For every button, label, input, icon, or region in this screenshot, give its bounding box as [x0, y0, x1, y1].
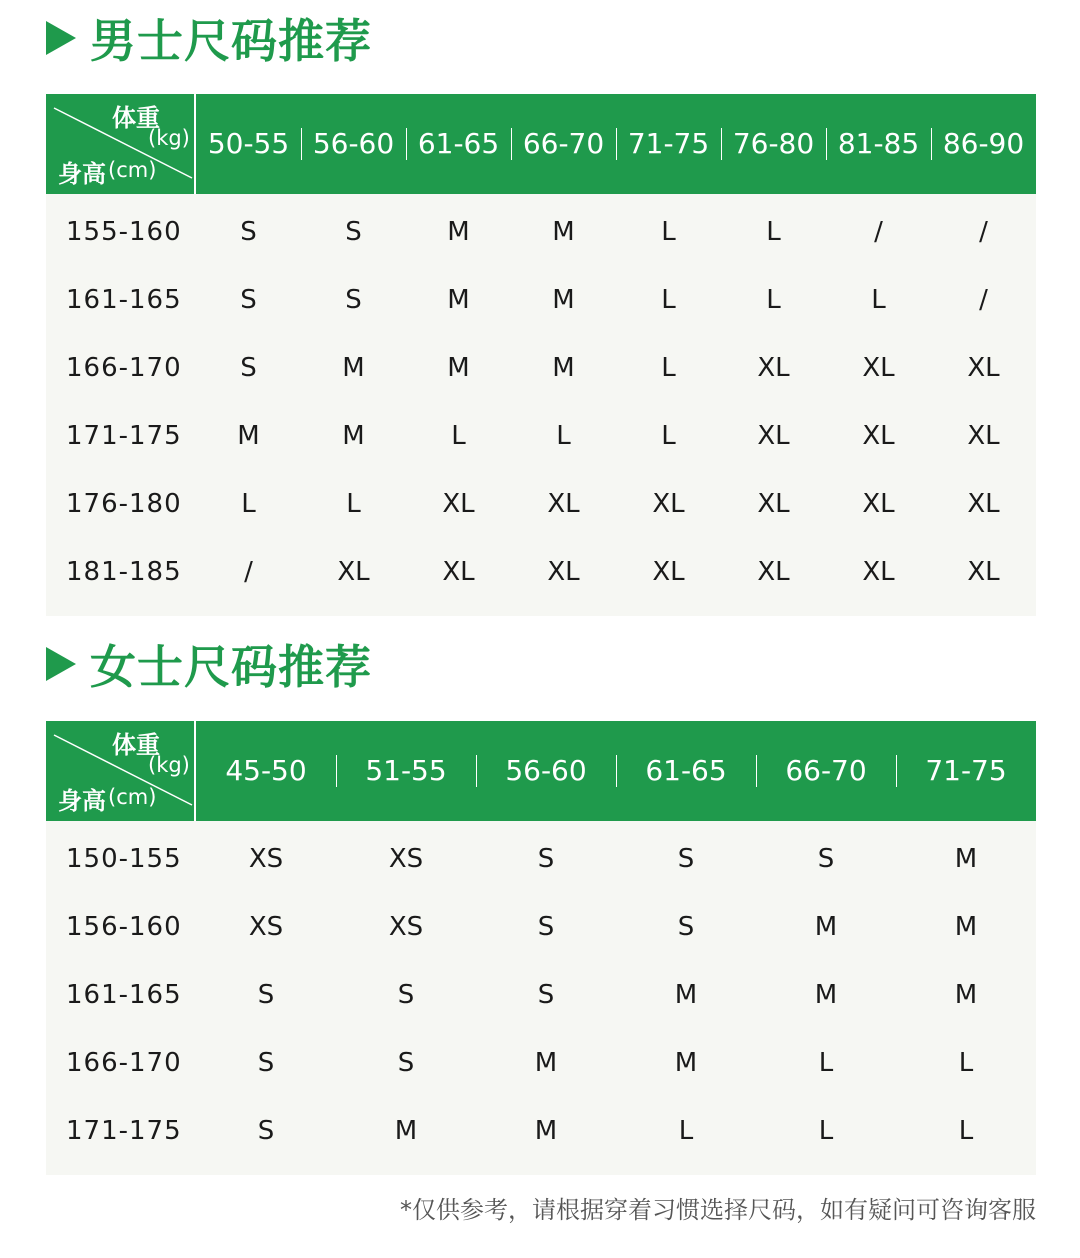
row-cells — [196, 285, 1036, 315]
size-cell: XL — [652, 489, 685, 519]
size-cell: L — [661, 285, 676, 315]
size-cell: XL — [442, 557, 475, 587]
height-row-label: 176-180 — [66, 489, 182, 519]
row-cells — [196, 1048, 1036, 1078]
weight-column-header: 76-80 — [721, 127, 826, 161]
size-cell: S — [240, 217, 257, 247]
size-cell: S — [240, 353, 257, 383]
size-cell: M — [534, 1116, 558, 1146]
size-cell: S — [345, 285, 362, 315]
size-cell: S — [345, 217, 362, 247]
size-cell: M — [447, 353, 470, 383]
row-cells — [196, 912, 1036, 942]
weight-column-header: 71-75 — [616, 127, 721, 161]
size-cell: S — [257, 1116, 275, 1146]
size-cell: M — [447, 217, 470, 247]
size-cell: M — [552, 217, 575, 247]
size-cell: M — [447, 285, 470, 315]
table-row — [46, 1097, 1036, 1165]
size-cell: L — [766, 217, 781, 247]
size-cell: / — [979, 285, 988, 315]
table-row — [46, 266, 1036, 334]
corner-cm-label: (cm) — [108, 158, 157, 182]
size-cell: L — [241, 489, 256, 519]
weight-column-header: 50-55 — [207, 127, 290, 160]
size-cell: XL — [862, 421, 895, 451]
row-cells — [196, 844, 1036, 874]
size-cell: XL — [757, 557, 790, 587]
height-row-label: 171-175 — [66, 1116, 182, 1146]
women-size-table — [46, 721, 1036, 1175]
table-row — [46, 961, 1036, 1029]
size-cell: M — [552, 353, 575, 383]
size-cell: L — [958, 1048, 974, 1078]
women-title-text: 女士尺码推荐 — [90, 640, 372, 694]
weight-column-header: 81-85 — [826, 127, 931, 161]
weight-column-header: 61-65 — [406, 127, 511, 161]
row-cells — [196, 980, 1036, 1010]
size-cell: XL — [967, 421, 1000, 451]
men-size-table — [46, 94, 1036, 616]
footnote: *仅供参考，请根据穿着习惯选择尺码，如有疑问可咨询客服 — [400, 1196, 1036, 1224]
weight-column-header: 56-60 — [476, 754, 616, 788]
table-row — [46, 198, 1036, 266]
size-cell: M — [394, 1116, 418, 1146]
women-header-row — [46, 721, 1036, 821]
size-cell: XL — [652, 557, 685, 587]
men-section-title — [46, 8, 372, 68]
men-corner-cell — [46, 94, 196, 194]
row-cells — [196, 353, 1036, 383]
corner-weight-label: 体重 — [112, 104, 160, 132]
women-corner-cell — [46, 721, 196, 821]
size-cell: XL — [967, 353, 1000, 383]
corner-kg-label: (kg) — [148, 126, 190, 150]
size-cell: L — [871, 285, 886, 315]
size-cell: XL — [442, 489, 475, 519]
corner-height-label: 身高 — [58, 160, 106, 188]
play-arrow-icon — [46, 647, 76, 681]
height-row-label: 166-170 — [66, 1048, 182, 1078]
size-cell: XS — [248, 912, 284, 942]
size-cell: S — [677, 912, 695, 942]
size-cell: S — [240, 285, 257, 315]
size-cell: S — [397, 1048, 415, 1078]
row-cells — [196, 1116, 1036, 1146]
weight-column-header: 86-90 — [931, 127, 1036, 161]
size-cell: XL — [967, 557, 1000, 587]
weight-column-header: 66-70 — [511, 127, 616, 161]
size-cell: XL — [757, 353, 790, 383]
corner-weight-label: 体重 — [112, 731, 160, 759]
height-row-label: 166-170 — [66, 353, 182, 383]
size-cell: XL — [757, 489, 790, 519]
height-row-label: 161-165 — [66, 285, 182, 315]
height-row-label: 181-185 — [66, 557, 182, 587]
row-cells — [196, 217, 1036, 247]
size-cell: S — [677, 844, 695, 874]
size-cell: XS — [388, 912, 424, 942]
height-row-label: 155-160 — [66, 217, 182, 247]
size-cell: L — [661, 217, 676, 247]
size-cell: S — [257, 980, 275, 1010]
row-cells — [196, 557, 1036, 587]
women-table-body — [46, 821, 1036, 1165]
size-cell: S — [537, 844, 555, 874]
size-cell: S — [397, 980, 415, 1010]
row-cells — [196, 421, 1036, 451]
size-cell: M — [954, 912, 978, 942]
weight-column-header: 71-75 — [896, 754, 1036, 788]
size-cell: L — [678, 1116, 694, 1146]
size-cell: L — [346, 489, 361, 519]
size-cell: M — [342, 421, 365, 451]
corner-height-label: 身高 — [58, 787, 106, 815]
size-cell: M — [342, 353, 365, 383]
table-row — [46, 334, 1036, 402]
men-weight-columns — [196, 94, 1036, 194]
corner-kg-label: (kg) — [148, 753, 190, 777]
corner-cm-label: (cm) — [108, 785, 157, 809]
table-row — [46, 538, 1036, 606]
women-section-title — [46, 634, 372, 694]
size-cell: L — [958, 1116, 974, 1146]
table-row — [46, 402, 1036, 470]
height-row-label: 156-160 — [66, 912, 182, 942]
size-cell: / — [244, 557, 253, 587]
men-table-body — [46, 194, 1036, 606]
size-cell: M — [552, 285, 575, 315]
size-cell: S — [537, 912, 555, 942]
size-cell: XL — [967, 489, 1000, 519]
table-row — [46, 1029, 1036, 1097]
size-cell: M — [814, 912, 838, 942]
size-cell: M — [534, 1048, 558, 1078]
play-arrow-icon — [46, 21, 76, 55]
women-weight-columns — [196, 721, 1036, 821]
table-row — [46, 825, 1036, 893]
size-cell: XS — [248, 844, 284, 874]
men-title-text: 男士尺码推荐 — [90, 14, 372, 68]
size-cell: XL — [337, 557, 370, 587]
size-cell: XL — [862, 353, 895, 383]
size-cell: S — [257, 1048, 275, 1078]
size-cell: / — [874, 217, 883, 247]
weight-column-header: 45-50 — [225, 754, 307, 787]
size-cell: M — [814, 980, 838, 1010]
table-row — [46, 893, 1036, 961]
size-cell: XL — [862, 489, 895, 519]
size-cell: XL — [547, 489, 580, 519]
row-cells — [196, 489, 1036, 519]
size-cell: M — [674, 980, 698, 1010]
size-cell: XS — [388, 844, 424, 874]
men-header-row — [46, 94, 1036, 194]
size-cell: M — [674, 1048, 698, 1078]
height-row-label: 150-155 — [66, 844, 182, 874]
size-cell: M — [237, 421, 260, 451]
size-cell: S — [817, 844, 835, 874]
weight-column-header: 66-70 — [756, 754, 896, 788]
size-cell: L — [556, 421, 571, 451]
size-cell: L — [818, 1116, 834, 1146]
weight-column-header: 51-55 — [336, 754, 476, 788]
table-row — [46, 470, 1036, 538]
size-cell: / — [979, 217, 988, 247]
size-cell: XL — [757, 421, 790, 451]
size-cell: XL — [547, 557, 580, 587]
height-row-label: 161-165 — [66, 980, 182, 1010]
size-cell: M — [954, 980, 978, 1010]
height-row-label: 171-175 — [66, 421, 182, 451]
size-cell: XL — [862, 557, 895, 587]
weight-column-header: 61-65 — [616, 754, 756, 788]
size-cell: L — [766, 285, 781, 315]
size-cell: L — [661, 421, 676, 451]
weight-column-header: 56-60 — [301, 127, 406, 161]
size-cell: L — [661, 353, 676, 383]
size-cell: S — [537, 980, 555, 1010]
size-cell: M — [954, 844, 978, 874]
size-cell: L — [451, 421, 466, 451]
size-cell: L — [818, 1048, 834, 1078]
